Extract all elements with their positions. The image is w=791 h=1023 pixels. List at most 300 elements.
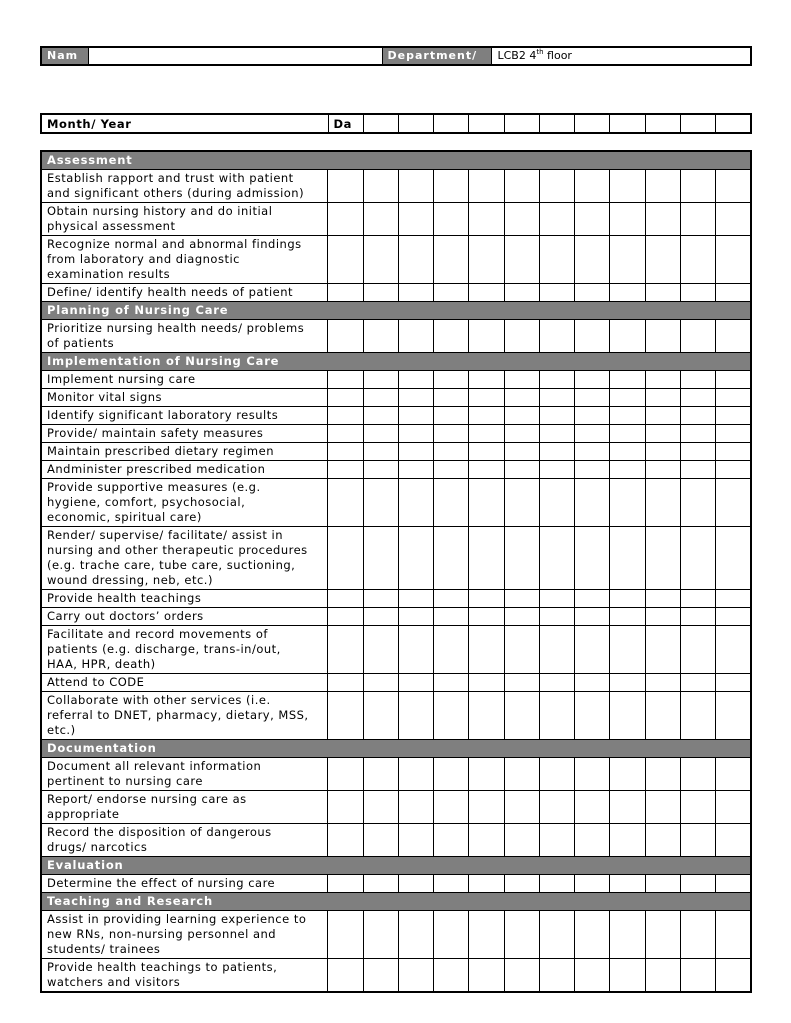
check-cell[interactable] (434, 824, 469, 857)
check-cell[interactable] (716, 461, 751, 479)
check-cell[interactable] (363, 674, 398, 692)
check-cell[interactable] (363, 959, 398, 993)
check-cell[interactable] (539, 527, 574, 590)
check-cell[interactable] (645, 320, 680, 353)
check-cell[interactable] (680, 479, 715, 527)
check-cell[interactable] (645, 959, 680, 993)
check-cell[interactable] (398, 461, 433, 479)
check-cell[interactable] (504, 758, 539, 791)
check-cell[interactable] (610, 758, 645, 791)
check-cell[interactable] (398, 284, 433, 302)
check-cell[interactable] (363, 590, 398, 608)
check-cell[interactable] (539, 389, 574, 407)
check-cell[interactable] (469, 626, 504, 674)
check-cell[interactable] (504, 608, 539, 626)
check-cell[interactable] (469, 590, 504, 608)
check-cell[interactable] (469, 203, 504, 236)
check-cell[interactable] (434, 461, 469, 479)
check-cell[interactable] (469, 959, 504, 993)
date-cell[interactable] (434, 114, 469, 133)
check-cell[interactable] (680, 284, 715, 302)
check-cell[interactable] (645, 170, 680, 203)
check-cell[interactable] (398, 407, 433, 425)
check-cell[interactable] (680, 371, 715, 389)
date-cell[interactable] (680, 114, 715, 133)
check-cell[interactable] (645, 674, 680, 692)
check-cell[interactable] (680, 170, 715, 203)
check-cell[interactable] (575, 875, 610, 893)
check-cell[interactable] (398, 959, 433, 993)
check-cell[interactable] (363, 824, 398, 857)
check-cell[interactable] (434, 203, 469, 236)
check-cell[interactable] (363, 389, 398, 407)
check-cell[interactable] (539, 479, 574, 527)
check-cell[interactable] (398, 692, 433, 740)
check-cell[interactable] (434, 425, 469, 443)
check-cell[interactable] (363, 320, 398, 353)
check-cell[interactable] (363, 758, 398, 791)
check-cell[interactable] (716, 320, 751, 353)
check-cell[interactable] (469, 389, 504, 407)
check-cell[interactable] (469, 425, 504, 443)
check-cell[interactable] (716, 443, 751, 461)
check-cell[interactable] (398, 626, 433, 674)
check-cell[interactable] (645, 284, 680, 302)
check-cell[interactable] (328, 284, 363, 302)
check-cell[interactable] (680, 674, 715, 692)
check-cell[interactable] (610, 284, 645, 302)
check-cell[interactable] (328, 425, 363, 443)
check-cell[interactable] (328, 692, 363, 740)
check-cell[interactable] (539, 608, 574, 626)
check-cell[interactable] (363, 791, 398, 824)
check-cell[interactable] (610, 527, 645, 590)
check-cell[interactable] (469, 407, 504, 425)
check-cell[interactable] (504, 236, 539, 284)
check-cell[interactable] (434, 443, 469, 461)
check-cell[interactable] (469, 236, 504, 284)
check-cell[interactable] (504, 674, 539, 692)
check-cell[interactable] (610, 590, 645, 608)
check-cell[interactable] (645, 203, 680, 236)
check-cell[interactable] (469, 692, 504, 740)
check-cell[interactable] (398, 170, 433, 203)
check-cell[interactable] (610, 461, 645, 479)
check-cell[interactable] (539, 674, 574, 692)
check-cell[interactable] (434, 674, 469, 692)
check-cell[interactable] (610, 875, 645, 893)
check-cell[interactable] (539, 626, 574, 674)
check-cell[interactable] (645, 527, 680, 590)
check-cell[interactable] (363, 911, 398, 959)
check-cell[interactable] (610, 479, 645, 527)
date-cell[interactable] (610, 114, 645, 133)
check-cell[interactable] (363, 875, 398, 893)
check-cell[interactable] (610, 170, 645, 203)
check-cell[interactable] (363, 527, 398, 590)
check-cell[interactable] (469, 674, 504, 692)
check-cell[interactable] (539, 758, 574, 791)
date-cell[interactable] (539, 114, 574, 133)
check-cell[interactable] (680, 791, 715, 824)
check-cell[interactable] (716, 389, 751, 407)
check-cell[interactable] (610, 626, 645, 674)
check-cell[interactable] (575, 608, 610, 626)
check-cell[interactable] (469, 371, 504, 389)
check-cell[interactable] (716, 284, 751, 302)
department-field[interactable] (491, 47, 751, 65)
check-cell[interactable] (328, 371, 363, 389)
check-cell[interactable] (328, 590, 363, 608)
check-cell[interactable] (539, 590, 574, 608)
check-cell[interactable] (398, 389, 433, 407)
check-cell[interactable] (680, 590, 715, 608)
name-field[interactable] (88, 47, 382, 65)
check-cell[interactable] (716, 824, 751, 857)
check-cell[interactable] (645, 479, 680, 527)
check-cell[interactable] (539, 320, 574, 353)
check-cell[interactable] (469, 284, 504, 302)
check-cell[interactable] (398, 911, 433, 959)
check-cell[interactable] (504, 320, 539, 353)
check-cell[interactable] (539, 875, 574, 893)
check-cell[interactable] (645, 911, 680, 959)
check-cell[interactable] (610, 791, 645, 824)
check-cell[interactable] (328, 203, 363, 236)
check-cell[interactable] (716, 479, 751, 527)
check-cell[interactable] (575, 758, 610, 791)
check-cell[interactable] (575, 461, 610, 479)
check-cell[interactable] (434, 236, 469, 284)
check-cell[interactable] (645, 461, 680, 479)
check-cell[interactable] (398, 443, 433, 461)
check-cell[interactable] (575, 590, 610, 608)
date-cell[interactable] (363, 114, 398, 133)
check-cell[interactable] (504, 911, 539, 959)
check-cell[interactable] (398, 875, 433, 893)
check-cell[interactable] (645, 824, 680, 857)
check-cell[interactable] (504, 527, 539, 590)
check-cell[interactable] (575, 320, 610, 353)
check-cell[interactable] (539, 203, 574, 236)
check-cell[interactable] (328, 875, 363, 893)
check-cell[interactable] (434, 911, 469, 959)
check-cell[interactable] (716, 626, 751, 674)
check-cell[interactable] (539, 959, 574, 993)
check-cell[interactable] (469, 911, 504, 959)
check-cell[interactable] (328, 461, 363, 479)
check-cell[interactable] (504, 170, 539, 203)
check-cell[interactable] (645, 407, 680, 425)
check-cell[interactable] (575, 824, 610, 857)
check-cell[interactable] (504, 959, 539, 993)
check-cell[interactable] (398, 608, 433, 626)
check-cell[interactable] (328, 626, 363, 674)
check-cell[interactable] (328, 959, 363, 993)
check-cell[interactable] (575, 236, 610, 284)
date-cell[interactable] (504, 114, 539, 133)
check-cell[interactable] (398, 674, 433, 692)
date-cell[interactable] (716, 114, 751, 133)
check-cell[interactable] (504, 407, 539, 425)
check-cell[interactable] (504, 443, 539, 461)
check-cell[interactable] (469, 443, 504, 461)
check-cell[interactable] (680, 911, 715, 959)
check-cell[interactable] (645, 425, 680, 443)
check-cell[interactable] (363, 371, 398, 389)
check-cell[interactable] (398, 425, 433, 443)
check-cell[interactable] (363, 203, 398, 236)
check-cell[interactable] (363, 443, 398, 461)
check-cell[interactable] (328, 608, 363, 626)
check-cell[interactable] (504, 425, 539, 443)
check-cell[interactable] (539, 407, 574, 425)
check-cell[interactable] (610, 389, 645, 407)
check-cell[interactable] (398, 236, 433, 284)
check-cell[interactable] (363, 479, 398, 527)
check-cell[interactable] (328, 320, 363, 353)
check-cell[interactable] (469, 791, 504, 824)
check-cell[interactable] (504, 389, 539, 407)
check-cell[interactable] (716, 791, 751, 824)
check-cell[interactable] (575, 203, 610, 236)
check-cell[interactable] (539, 824, 574, 857)
check-cell[interactable] (504, 791, 539, 824)
check-cell[interactable] (680, 875, 715, 893)
check-cell[interactable] (398, 479, 433, 527)
check-cell[interactable] (716, 203, 751, 236)
check-cell[interactable] (680, 407, 715, 425)
check-cell[interactable] (575, 443, 610, 461)
check-cell[interactable] (434, 758, 469, 791)
check-cell[interactable] (680, 758, 715, 791)
check-cell[interactable] (398, 791, 433, 824)
check-cell[interactable] (398, 320, 433, 353)
check-cell[interactable] (610, 407, 645, 425)
check-cell[interactable] (680, 320, 715, 353)
check-cell[interactable] (469, 461, 504, 479)
check-cell[interactable] (716, 875, 751, 893)
check-cell[interactable] (610, 674, 645, 692)
check-cell[interactable] (469, 479, 504, 527)
check-cell[interactable] (645, 608, 680, 626)
check-cell[interactable] (680, 203, 715, 236)
check-cell[interactable] (539, 791, 574, 824)
check-cell[interactable] (363, 608, 398, 626)
check-cell[interactable] (645, 236, 680, 284)
check-cell[interactable] (610, 959, 645, 993)
check-cell[interactable] (680, 236, 715, 284)
check-cell[interactable] (680, 626, 715, 674)
check-cell[interactable] (398, 590, 433, 608)
check-cell[interactable] (363, 692, 398, 740)
check-cell[interactable] (328, 527, 363, 590)
check-cell[interactable] (575, 791, 610, 824)
check-cell[interactable] (434, 320, 469, 353)
check-cell[interactable] (504, 824, 539, 857)
check-cell[interactable] (328, 389, 363, 407)
check-cell[interactable] (328, 170, 363, 203)
check-cell[interactable] (539, 911, 574, 959)
check-cell[interactable] (328, 791, 363, 824)
check-cell[interactable] (434, 692, 469, 740)
check-cell[interactable] (539, 461, 574, 479)
check-cell[interactable] (575, 911, 610, 959)
check-cell[interactable] (469, 320, 504, 353)
check-cell[interactable] (716, 758, 751, 791)
check-cell[interactable] (680, 959, 715, 993)
check-cell[interactable] (434, 608, 469, 626)
check-cell[interactable] (469, 527, 504, 590)
check-cell[interactable] (504, 875, 539, 893)
check-cell[interactable] (328, 824, 363, 857)
check-cell[interactable] (716, 911, 751, 959)
check-cell[interactable] (610, 425, 645, 443)
check-cell[interactable] (645, 371, 680, 389)
check-cell[interactable] (575, 371, 610, 389)
check-cell[interactable] (645, 389, 680, 407)
check-cell[interactable] (398, 203, 433, 236)
check-cell[interactable] (539, 170, 574, 203)
check-cell[interactable] (575, 284, 610, 302)
check-cell[interactable] (363, 236, 398, 284)
check-cell[interactable] (645, 443, 680, 461)
check-cell[interactable] (680, 389, 715, 407)
check-cell[interactable] (575, 425, 610, 443)
check-cell[interactable] (434, 875, 469, 893)
check-cell[interactable] (434, 371, 469, 389)
check-cell[interactable] (469, 758, 504, 791)
check-cell[interactable] (434, 479, 469, 527)
check-cell[interactable] (328, 911, 363, 959)
check-cell[interactable] (504, 284, 539, 302)
check-cell[interactable] (645, 692, 680, 740)
date-cell[interactable] (398, 114, 433, 133)
check-cell[interactable] (645, 791, 680, 824)
check-cell[interactable] (610, 371, 645, 389)
check-cell[interactable] (575, 527, 610, 590)
check-cell[interactable] (645, 875, 680, 893)
check-cell[interactable] (575, 692, 610, 740)
check-cell[interactable] (469, 824, 504, 857)
check-cell[interactable] (434, 959, 469, 993)
check-cell[interactable] (434, 407, 469, 425)
check-cell[interactable] (398, 824, 433, 857)
check-cell[interactable] (504, 371, 539, 389)
check-cell[interactable] (434, 389, 469, 407)
check-cell[interactable] (575, 626, 610, 674)
check-cell[interactable] (610, 911, 645, 959)
check-cell[interactable] (434, 626, 469, 674)
check-cell[interactable] (504, 626, 539, 674)
check-cell[interactable] (469, 608, 504, 626)
check-cell[interactable] (575, 389, 610, 407)
check-cell[interactable] (610, 236, 645, 284)
check-cell[interactable] (539, 371, 574, 389)
check-cell[interactable] (363, 425, 398, 443)
check-cell[interactable] (716, 170, 751, 203)
check-cell[interactable] (434, 527, 469, 590)
check-cell[interactable] (363, 284, 398, 302)
check-cell[interactable] (363, 407, 398, 425)
check-cell[interactable] (398, 758, 433, 791)
check-cell[interactable] (716, 425, 751, 443)
check-cell[interactable] (680, 527, 715, 590)
check-cell[interactable] (716, 407, 751, 425)
check-cell[interactable] (539, 692, 574, 740)
check-cell[interactable] (504, 590, 539, 608)
check-cell[interactable] (363, 170, 398, 203)
check-cell[interactable] (328, 674, 363, 692)
check-cell[interactable] (539, 443, 574, 461)
check-cell[interactable] (469, 875, 504, 893)
check-cell[interactable] (680, 443, 715, 461)
check-cell[interactable] (575, 407, 610, 425)
check-cell[interactable] (610, 824, 645, 857)
check-cell[interactable] (716, 590, 751, 608)
check-cell[interactable] (434, 590, 469, 608)
check-cell[interactable] (610, 320, 645, 353)
check-cell[interactable] (716, 527, 751, 590)
check-cell[interactable] (328, 479, 363, 527)
check-cell[interactable] (575, 479, 610, 527)
check-cell[interactable] (645, 626, 680, 674)
date-cell[interactable] (575, 114, 610, 133)
check-cell[interactable] (716, 236, 751, 284)
check-cell[interactable] (610, 692, 645, 740)
check-cell[interactable] (645, 590, 680, 608)
check-cell[interactable] (504, 461, 539, 479)
date-cell[interactable] (645, 114, 680, 133)
check-cell[interactable] (328, 758, 363, 791)
check-cell[interactable] (610, 608, 645, 626)
check-cell[interactable] (398, 527, 433, 590)
check-cell[interactable] (575, 170, 610, 203)
check-cell[interactable] (328, 443, 363, 461)
check-cell[interactable] (539, 284, 574, 302)
check-cell[interactable] (434, 284, 469, 302)
check-cell[interactable] (328, 236, 363, 284)
check-cell[interactable] (680, 824, 715, 857)
check-cell[interactable] (469, 170, 504, 203)
check-cell[interactable] (645, 758, 680, 791)
check-cell[interactable] (398, 371, 433, 389)
check-cell[interactable] (434, 791, 469, 824)
check-cell[interactable] (539, 236, 574, 284)
check-cell[interactable] (716, 692, 751, 740)
check-cell[interactable] (680, 425, 715, 443)
check-cell[interactable] (716, 608, 751, 626)
date-cell[interactable] (469, 114, 504, 133)
check-cell[interactable] (575, 674, 610, 692)
check-cell[interactable] (363, 461, 398, 479)
check-cell[interactable] (680, 692, 715, 740)
check-cell[interactable] (504, 479, 539, 527)
check-cell[interactable] (504, 203, 539, 236)
check-cell[interactable] (680, 608, 715, 626)
check-cell[interactable] (363, 626, 398, 674)
check-cell[interactable] (328, 407, 363, 425)
check-cell[interactable] (610, 443, 645, 461)
check-cell[interactable] (716, 371, 751, 389)
check-cell[interactable] (434, 170, 469, 203)
check-cell[interactable] (716, 959, 751, 993)
check-cell[interactable] (539, 425, 574, 443)
check-cell[interactable] (610, 203, 645, 236)
check-cell[interactable] (504, 692, 539, 740)
check-cell[interactable] (680, 461, 715, 479)
check-cell[interactable] (716, 674, 751, 692)
